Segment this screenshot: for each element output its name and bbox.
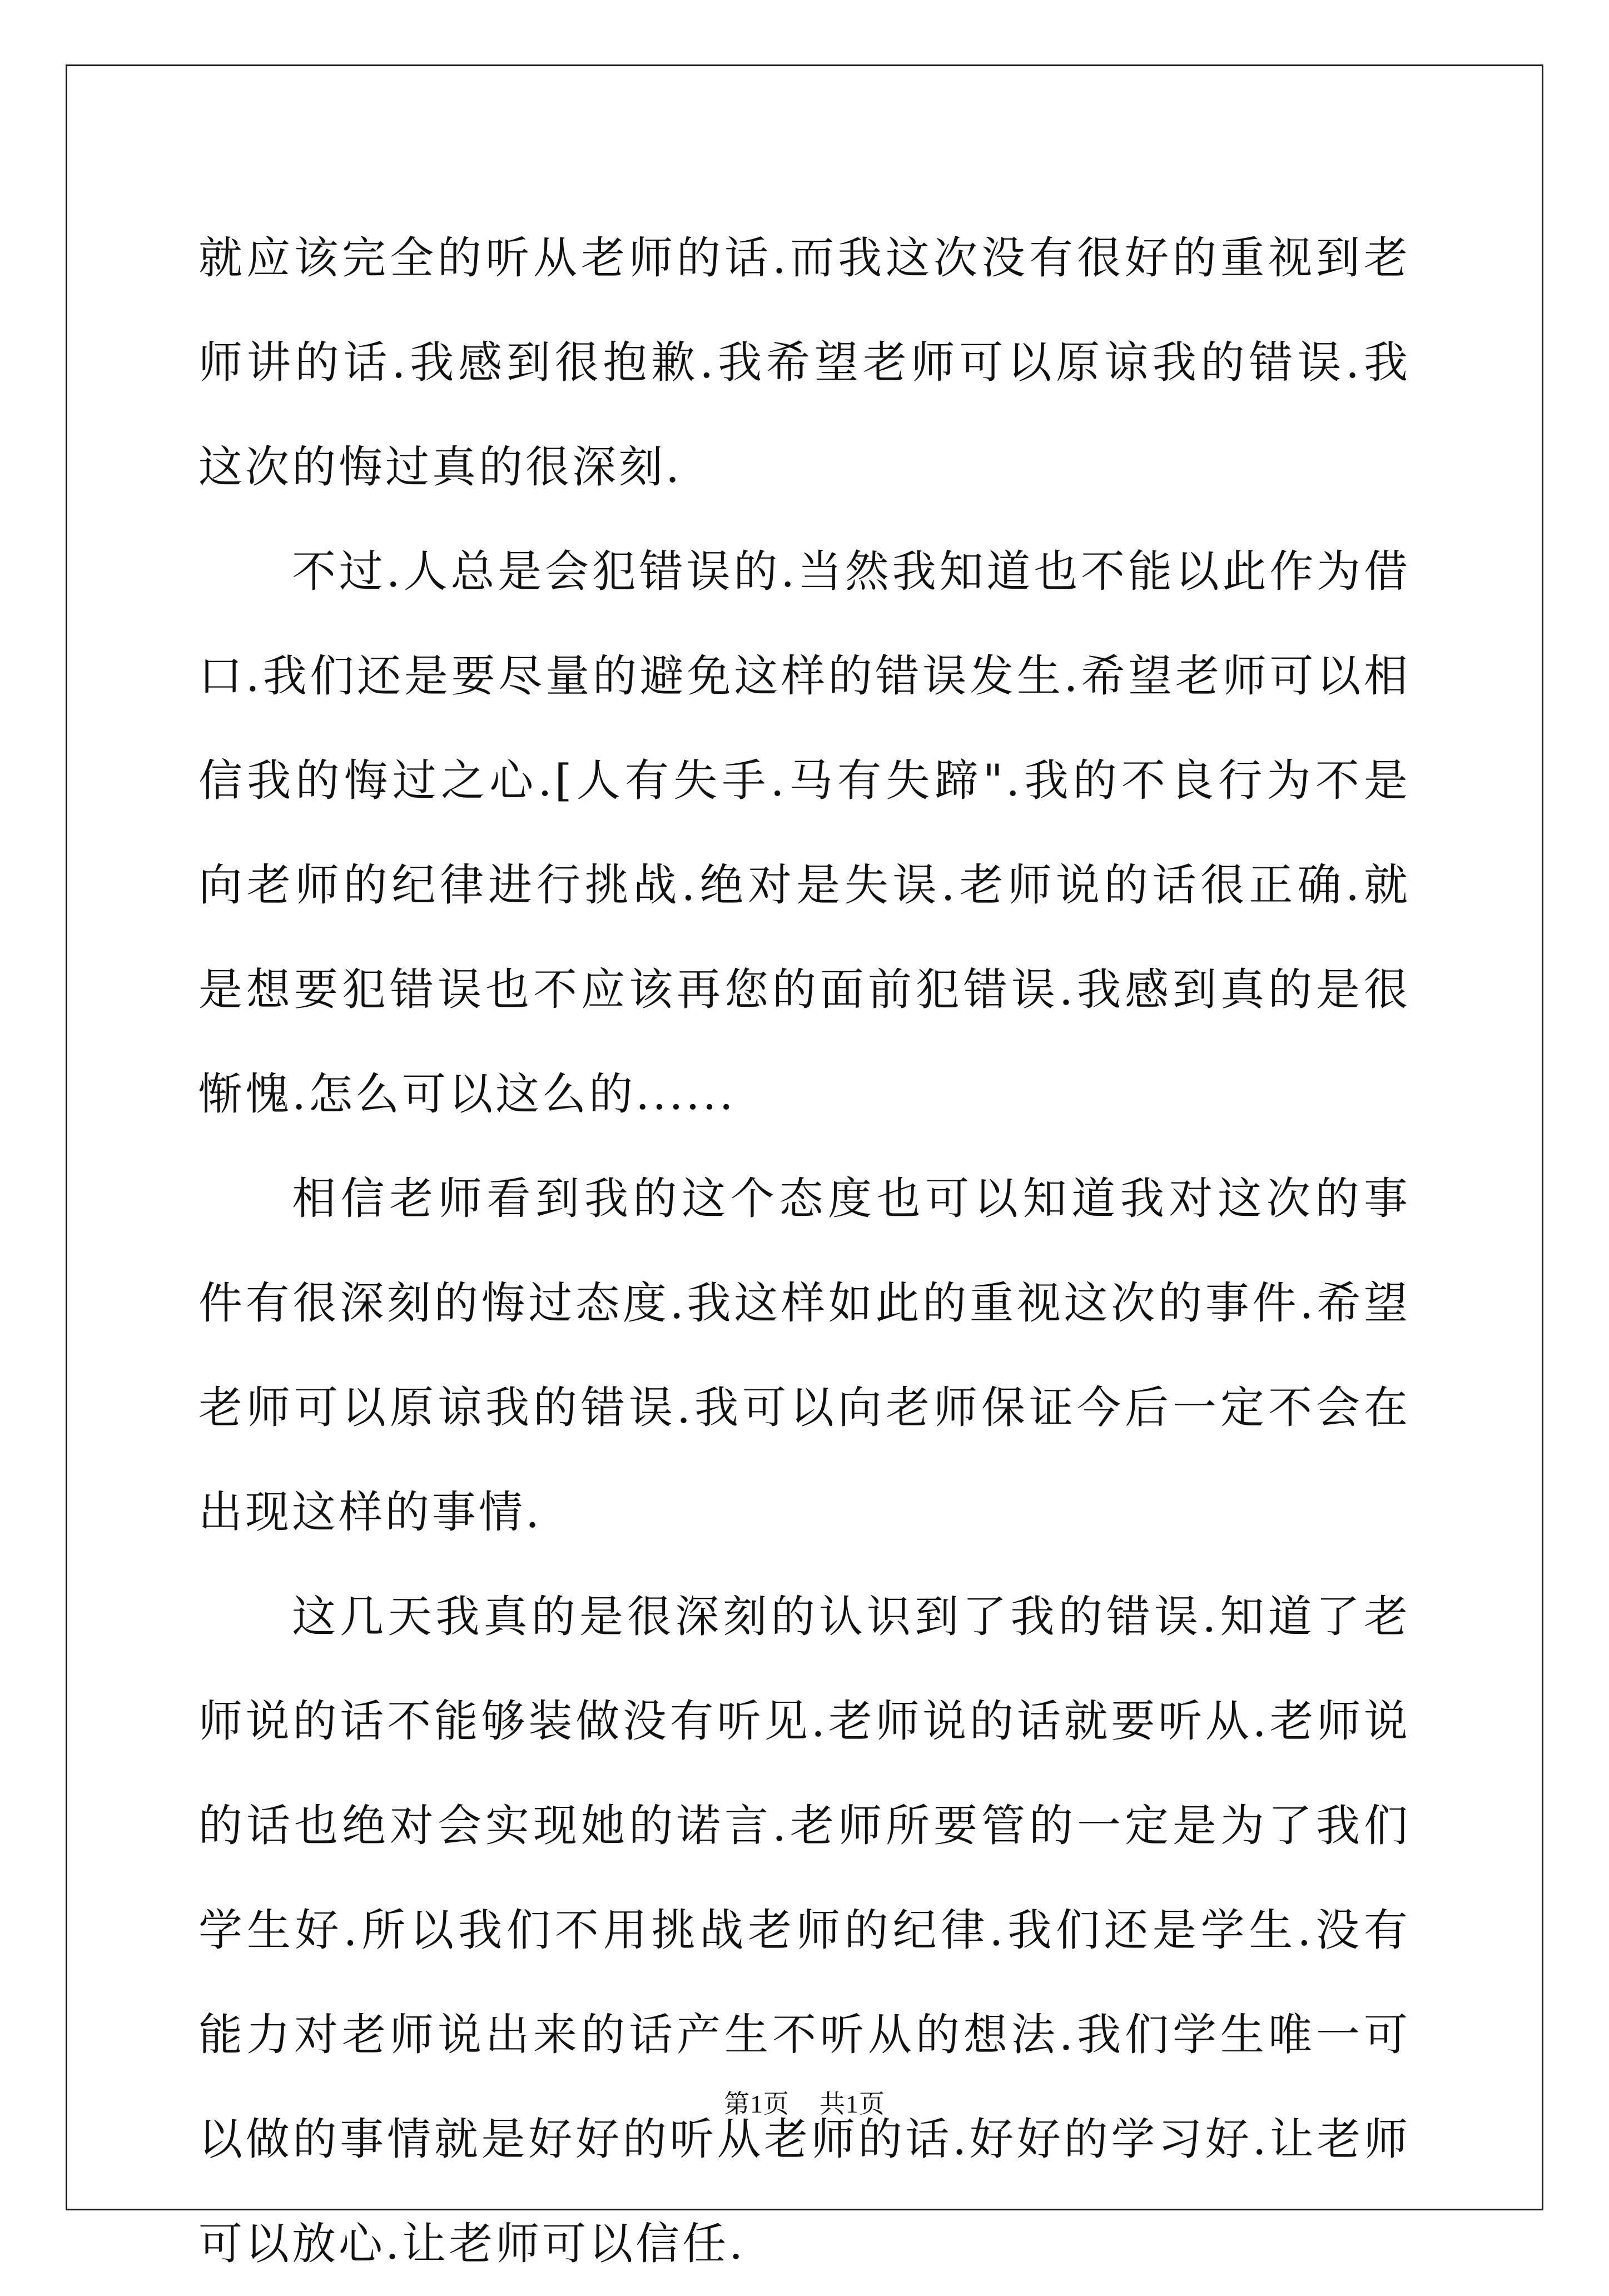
page-number: 第1页 (724, 2090, 789, 2118)
page-total: 共1页 (820, 2090, 885, 2118)
paragraph-3: 相信老师看到我的这个态度也可以知道我对这次的事件有很深刻的悔过态度.我这样如此的重视这次的事件.希望老师可以原谅我的错误.我可以向老师保证今后一定不会在出现这样的事情. (198, 1173, 1411, 1538)
document-body (198, 206, 1411, 2296)
paragraph-2: 不过.人总是会犯错误的.当然我知道也不能以此作为借口.我们还是要尽量的避免这样的错误发生.希望老师可以相信我的悔过之心.[人有失手.马有失蹄".我的不良行为不是向老师的纪律进行挑战.绝对是失误.老师说的话很正确.就是想要犯错误也不应该再您的面前犯错误.我感到真的是很惭愧.怎么可以这么的...... (198, 546, 1411, 1120)
page-footer (0, 2084, 1609, 2120)
paragraph-4: 这几天我真的是很深刻的认识到了我的错误.知道了老师说的话不能够装做没有听见.老师说的话就要听从.老师说的话也绝对会实现她的诺言.老师所要管的一定是为了我们学生好.所以我们不用挑战老师的纪律.我们还是学生.没有能力对老师说出来的话产生不听从的想法.我们学生唯一可以做的事情就是好好的听从老师的话.好好的学习好.让老师可以放心.让老师可以信任. (198, 1591, 1411, 2269)
paragraph-1: 就应该完全的听从老师的话.而我这次没有很好的重视到老师讲的话.我感到很抱歉.我希望老师可以原谅我的错误.我这次的悔过真的很深刻. (198, 232, 1411, 493)
